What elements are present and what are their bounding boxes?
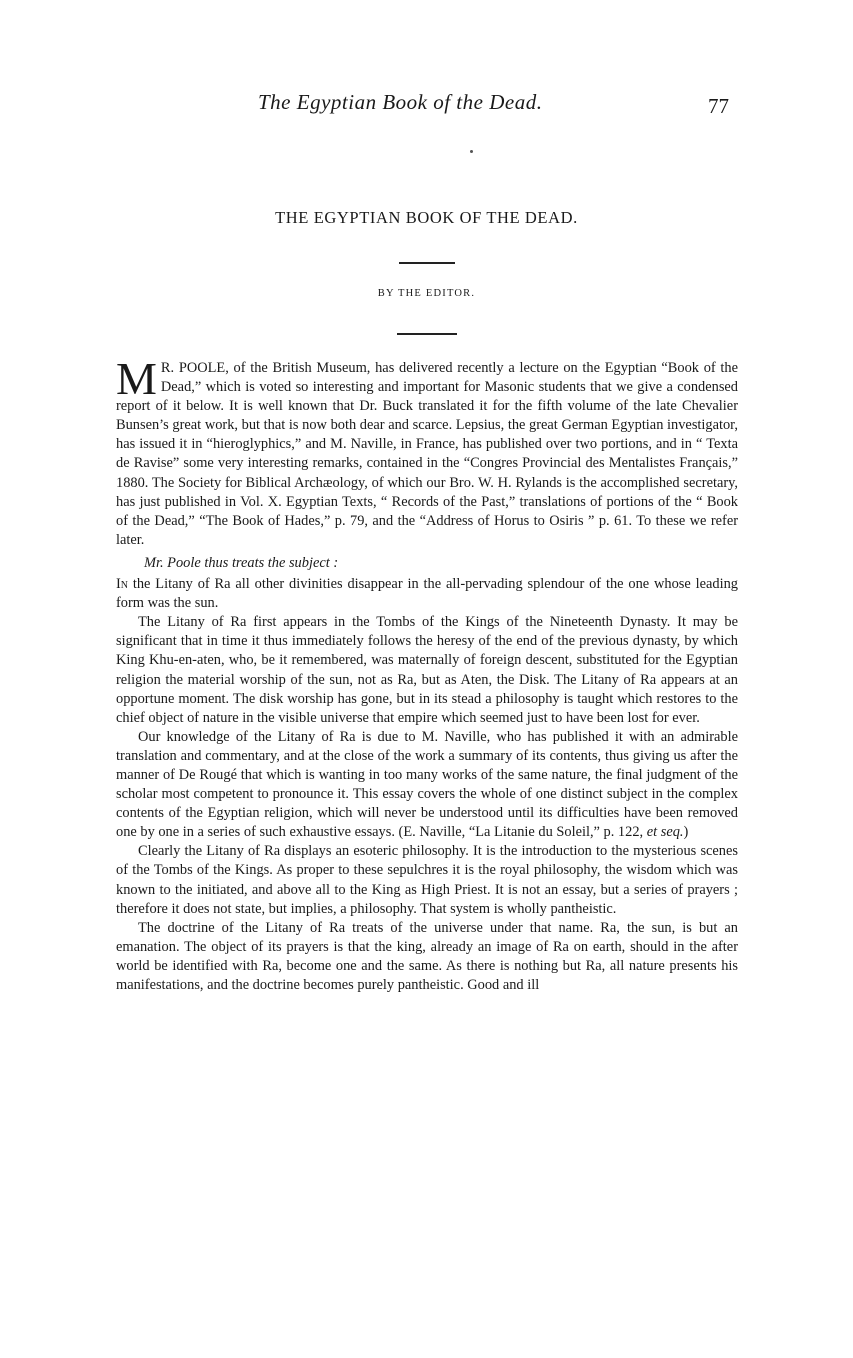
smallcap-opening: In xyxy=(116,576,129,593)
quoted-paragraph-5: The doctrine of the Litany of Ra treats of the universe under that name. Ra, the sun, is but an emanation. The object of its prayers is that the king, already an image of Ra on earth, should in the after world be identified with Ra, become one and the same. As there is nothing but Ra, all nature presents his manifestations, and the doctrine becomes purely pantheistic. Good and ill xyxy=(116,919,738,993)
intro-paragraph xyxy=(116,353,738,550)
quoted-paragraph-2: The Litany of Ra first appears in the Tombs of the Kings of the Nineteenth Dynasty. It may be significant that in time it thus immediately follows the heresy of the end of the previous dynasty, by which King Khu-en-aten, who, be it remembered, was maternally of foreign descent, substituted for the Egyptian religion the material worship of the sun, not as Ra, but as Aten, the Disk. The Litany of Ra appears at an opportune moment. The disk worship has gone, but in its stead a philosophy is taught which restores to the chief object of nature in the visible universe that empire which seemed just to have been lost for ever. xyxy=(116,614,738,726)
article-title: THE EGYPTIAN BOOK OF THE DEAD. xyxy=(275,208,578,227)
title-rule xyxy=(399,262,455,264)
quoted-paragraph-1 xyxy=(116,575,738,613)
running-title: The Egyptian Book of the Dead. xyxy=(258,90,543,114)
byline-rule xyxy=(397,333,457,335)
citation-italic: et seq. xyxy=(646,824,684,841)
intro-text: R. POOLE, of the British Museum, has delivered recently a lecture on the Egyptian “Book of the Dead,” which is voted so interesting and important for Masonic students that we give a condensed report of it below. It is well known that Dr. Buck translated it for the fifth volume of the late Chevalier Bunsen’s great work, but that is now both dear and scarce. Lepsius, the great German Egyptian investigator, has issued it in “hieroglyphics,” and M. Naville, in France, has published over two portions, and in “ Texta de Ravise” some very interesting remarks, contained in the “Congres Provincial des Mentalistes Français,” 1880. The Society for Biblical Archæology, of which our Bro. W. H. Rylands is the accomplished secretary, has just published in Vol. X. Egyptian Texts, “ Records of the Past,” translations of portions of the “ Book of the Dead,” “The Book of Hades,” p. 79, and the “Address of Horus to Osiris ” p. 61. To these we refer later. xyxy=(116,360,738,548)
page-number: 77 xyxy=(708,94,729,118)
quoted-text-1: the Litany of Ra all other divinities disappear in the all-pervading splendour of the one whose leading form was the sun. xyxy=(116,576,738,612)
lead-in: Mr. Poole thus treats the subject : xyxy=(144,554,339,571)
drop-cap: M xyxy=(116,353,157,404)
ink-speck xyxy=(470,150,473,153)
quoted-paragraph-4: Clearly the Litany of Ra displays an esoteric philosophy. It is the introduction to the mysterious scenes of the Tombs of the Kings. As proper to these sepulchres it is the royal philosophy, the wisdom which was known to the initiated, and above all to the King as High Priest. It is not an essay, but a series of prayers ; therefore it does not state, but implies, a philosophy. That system is wholly pantheistic. xyxy=(116,843,738,917)
quoted-paragraph-3 xyxy=(116,728,738,843)
quoted-lecture xyxy=(116,575,738,995)
quoted-text-3: Our knowledge of the Litany of Ra is due to M. Naville, who has published it with an admirable translation and commentary, and at the close of the work a summary of its contents, thus giving us after the manner of De Rougé that which is wanting in too many works of the same nature, the final judgment of the scholar most competent to pronounce it. This essay covers the whole of one distinct subject in the complex contents of the Egyptian religion, which will never be understood until its difficulties have been removed one by one in a series of such exhaustive essays. (E. Naville, “La Litanie du Soleil,” p. 122, xyxy=(116,728,738,841)
running-head xyxy=(0,90,853,130)
byline: BY THE EDITOR. xyxy=(377,288,476,299)
citation-close: ) xyxy=(683,824,689,841)
article-body xyxy=(116,353,738,995)
